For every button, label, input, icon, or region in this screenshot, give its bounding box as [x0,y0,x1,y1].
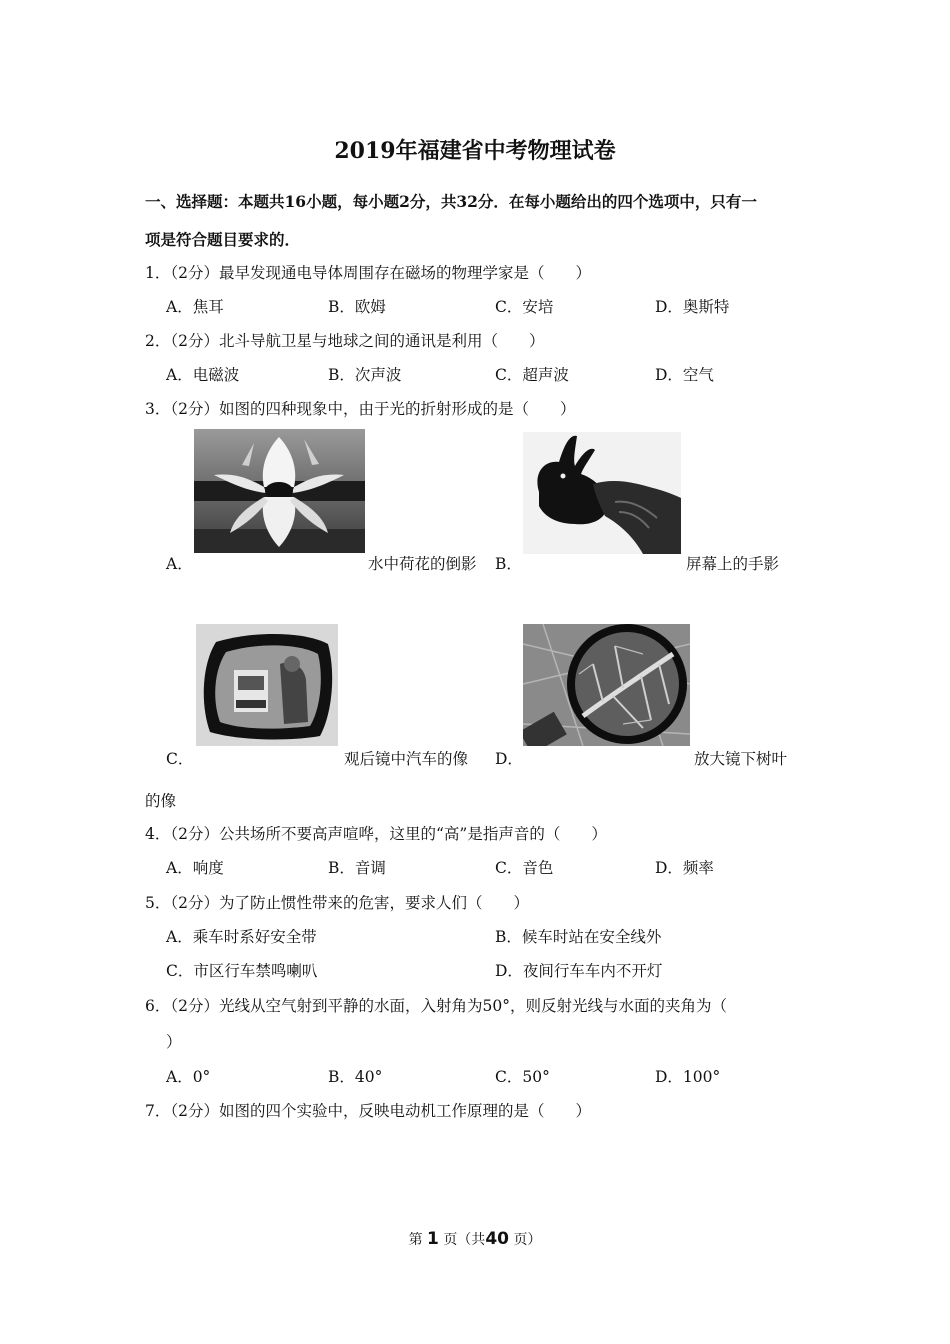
q5-option-b: B．候车时站在安全线外 [495,928,662,946]
q3-option-a-letter: A． [166,555,193,573]
q4-option-c: C．音色 [495,859,554,877]
footer-total-pages: 40 [485,1229,509,1249]
section-heading-line1: 一、选择题：本题共16小题，每小题2分，共32分．在每小题给出的四个选项中，只有一 [145,192,757,211]
q3-option-c-letter: C． [166,750,194,768]
q4-option-b: B．音调 [328,859,386,877]
question-1-stem: 1．（2分）最早发现通电导体周围存在磁场的物理学家是（ ） [145,264,591,282]
question-4-stem: 4．（2分）公共场所不要高声喧哗，这里的“高”是指声音的（ ） [145,825,607,843]
q3-option-d-letter: D． [495,750,523,768]
q5-option-a: A．乘车时系好安全带 [166,928,317,946]
q1-option-c: C．安培 [495,298,554,316]
q1-option-a: A．焦耳 [166,298,224,316]
question-6-stem: 6．（2分）光线从空气射到平静的水面，入射角为50°，则反射光线与水面的夹角为（ [145,997,727,1015]
q3-option-c-text: 观后镜中汽车的像 [344,750,469,768]
footer-suffix: 页） [513,1232,542,1248]
q2-option-a: A．电磁波 [166,366,240,384]
q6-option-b: B．40° [328,1068,383,1086]
lotus-reflection-image [194,429,365,553]
question-7-stem: 7．（2分）如图的四个实验中，反映电动机工作原理的是（ ） [145,1102,591,1120]
q3-option-d-text-wrap: 的像 [145,792,177,810]
magnifier-leaf-image [523,624,690,746]
q2-option-c: C．超声波 [495,366,569,384]
footer-prefix: 第 [408,1232,423,1248]
q4-option-a: A．响度 [166,859,224,877]
question-5-stem: 5．（2分）为了防止惯性带来的危害，要求人们（ ） [145,894,529,912]
q3-option-b-text: 屏幕上的手影 [686,555,780,573]
hand-shadow-image [523,432,681,554]
q6-option-a: A．0° [166,1068,211,1086]
q5-option-c: C．市区行车禁鸣喇叭 [166,962,318,980]
q4-option-d: D．频率 [655,859,714,877]
q6-option-c: C．50° [495,1068,550,1086]
page-footer [0,1229,950,1249]
q3-option-b-letter: B． [495,555,522,573]
q1-option-d: D．奥斯特 [655,298,730,316]
q3-option-a-text: 水中荷花的倒影 [368,555,477,573]
q6-option-d: D．100° [655,1068,721,1086]
question-3-stem: 3．（2分）如图的四种现象中，由于光的折射形成的是（ ） [145,400,576,418]
footer-middle: 页（共 [443,1232,486,1248]
q1-option-b: B．欧姆 [328,298,386,316]
footer-page-number: 1 [427,1229,439,1249]
question-6-stem-wrap: ） [166,1033,182,1051]
question-2-stem: 2．（2分）北斗导航卫星与地球之间的通讯是利用（ ） [145,332,545,350]
q2-option-b: B．次声波 [328,366,402,384]
q3-option-d-text: 放大镜下树叶 [694,750,788,768]
q5-option-d: D．夜间行车车内不开灯 [495,962,663,980]
page-title: 2019年福建省中考物理试卷 [334,138,616,164]
section-heading-line2: 项是符合题目要求的． [145,230,301,249]
q2-option-d: D．空气 [655,366,714,384]
car-mirror-image [196,624,338,746]
